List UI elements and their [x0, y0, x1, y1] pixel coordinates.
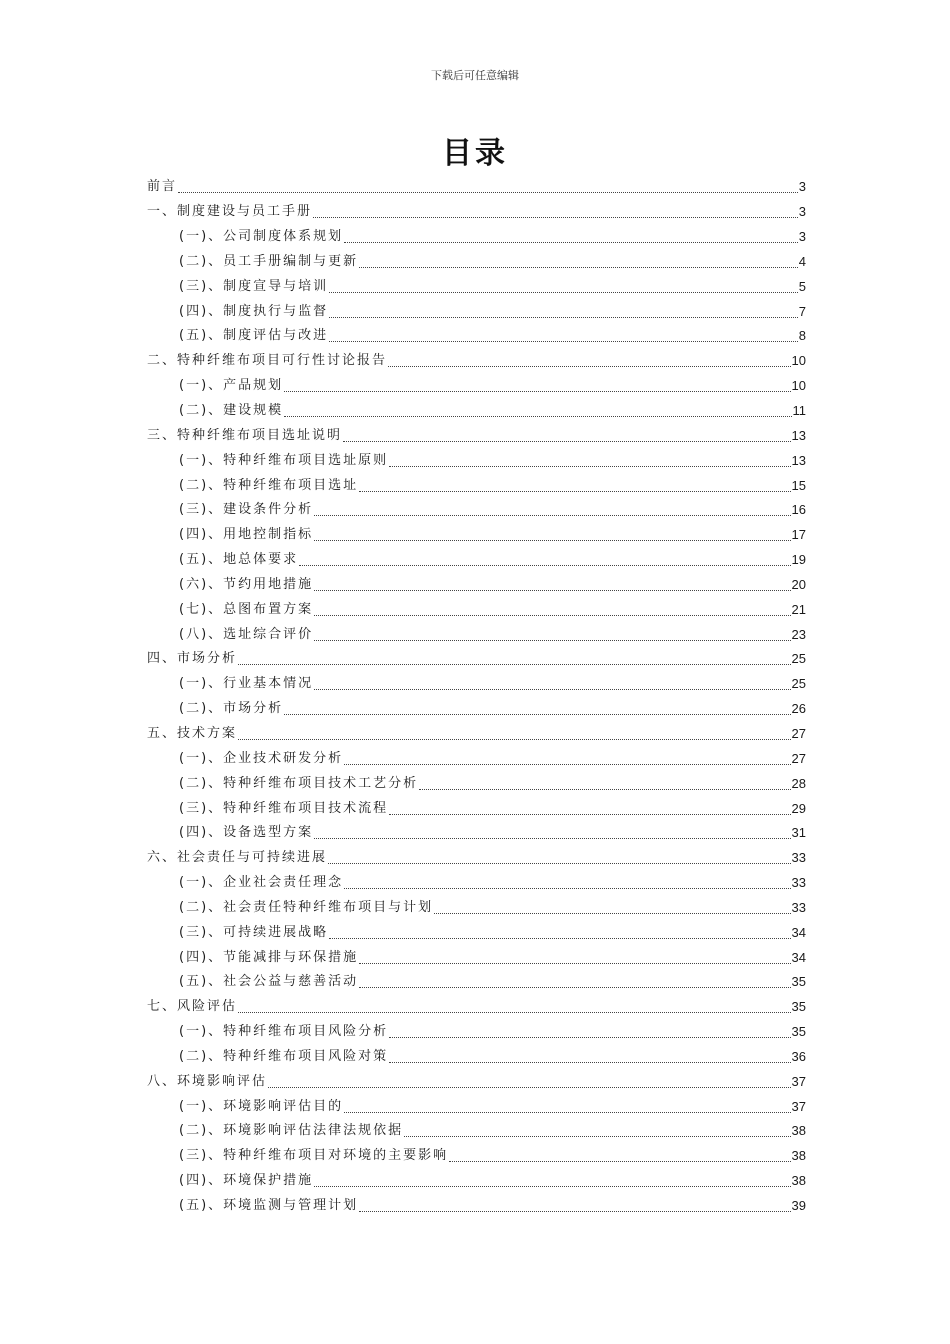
toc-title: 目录 — [442, 136, 508, 171]
toc-dot-leader — [329, 279, 798, 295]
toc-entry-page: 3 — [798, 179, 806, 195]
toc-entry-text: 六、社会责任与可持续进展 — [147, 850, 328, 866]
toc-entry-page: 3 — [798, 229, 806, 245]
toc-entry-page: 13 — [791, 452, 806, 468]
toc-entry-text: (一)、特种纤维布项目选址原则 — [179, 452, 389, 468]
toc-entry-page: 39 — [791, 1198, 806, 1214]
toc-entry[interactable] — [147, 274, 806, 299]
toc-dot-leader — [284, 701, 790, 717]
toc-entry-page: 37 — [791, 1098, 806, 1114]
toc-entry-text: 五、技术方案 — [147, 725, 238, 741]
toc-dot-leader — [344, 229, 798, 245]
toc-entry-page: 16 — [791, 502, 806, 518]
toc-entry[interactable] — [147, 349, 806, 374]
toc-entry-text: 前言 — [147, 179, 178, 195]
toc-entry-page: 34 — [791, 924, 806, 940]
toc-dot-leader — [344, 1099, 790, 1115]
toc-entry-page: 19 — [791, 552, 806, 568]
toc-dot-leader — [284, 378, 790, 394]
toc-entry-page: 23 — [791, 626, 806, 642]
toc-entry[interactable] — [147, 920, 806, 945]
toc-entry-page: 7 — [798, 303, 806, 319]
toc-dot-leader — [419, 776, 790, 792]
toc-dot-leader — [359, 1198, 790, 1214]
toc-entry[interactable] — [147, 573, 806, 598]
toc-entry-text: (五)、环境监测与管理计划 — [179, 1198, 359, 1214]
toc-entry-text: (二)、特种纤维布项目选址 — [179, 477, 359, 493]
toc-entry-page: 28 — [791, 775, 806, 791]
toc-entry-text: (三)、建设条件分析 — [179, 502, 314, 518]
toc-entry-text: (四)、用地控制指标 — [179, 527, 314, 543]
toc-entry[interactable] — [147, 672, 806, 697]
toc-entry-text: (四)、环境保护措施 — [179, 1173, 314, 1189]
toc-entry-page: 26 — [791, 701, 806, 717]
toc-entry-text: (一)、企业技术研发分析 — [179, 750, 344, 766]
toc-entry-text: (二)、市场分析 — [179, 701, 284, 717]
toc-entry[interactable] — [147, 1119, 806, 1144]
toc-entry[interactable] — [147, 746, 806, 771]
toc-entry[interactable] — [147, 1069, 806, 1094]
toc-entry[interactable] — [147, 647, 806, 672]
toc-entry-text: (四)、节能减排与环保措施 — [179, 949, 359, 965]
toc-entry-page: 10 — [791, 353, 806, 369]
toc-dot-leader — [178, 179, 798, 195]
toc-entry[interactable] — [147, 1194, 806, 1219]
toc-entry-text: (七)、总图布置方案 — [179, 601, 314, 617]
toc-dot-leader — [359, 254, 798, 270]
toc-dot-leader — [284, 403, 791, 419]
toc-entry[interactable] — [147, 399, 806, 424]
toc-entry-page: 34 — [791, 949, 806, 965]
toc-entry[interactable] — [147, 523, 806, 548]
toc-dot-leader — [389, 1024, 790, 1040]
toc-entry[interactable] — [147, 225, 806, 250]
toc-dot-leader — [314, 627, 790, 643]
toc-entry-page: 31 — [791, 825, 806, 841]
toc-entry[interactable] — [147, 895, 806, 920]
toc-entry-text: (二)、社会责任特种纤维布项目与计划 — [179, 899, 434, 915]
toc-entry[interactable] — [147, 970, 806, 995]
toc-entry-text: 三、特种纤维布项目选址说明 — [147, 427, 343, 443]
toc-entry[interactable] — [147, 1020, 806, 1045]
toc-entry-text: 四、市场分析 — [147, 651, 238, 667]
toc-entry[interactable] — [147, 498, 806, 523]
toc-entry-text: (五)、社会公益与慈善活动 — [179, 974, 359, 990]
toc-dot-leader — [328, 850, 791, 866]
toc-entry-page: 38 — [791, 1173, 806, 1189]
toc-dot-leader — [344, 751, 790, 767]
toc-entry-page: 13 — [791, 427, 806, 443]
toc-entry[interactable] — [147, 995, 806, 1020]
toc-entry-text: (一)、公司制度体系规划 — [179, 229, 344, 245]
toc-entry-text: (三)、可持续进展战略 — [179, 924, 329, 940]
toc-entry[interactable] — [147, 871, 806, 896]
toc-dot-leader — [314, 602, 790, 618]
toc-dot-leader — [388, 353, 791, 369]
toc-entry-page: 38 — [791, 1123, 806, 1139]
toc-entry[interactable] — [147, 1144, 806, 1169]
toc-entry[interactable] — [147, 250, 806, 275]
toc-entry[interactable] — [147, 821, 806, 846]
toc-entry[interactable] — [147, 846, 806, 871]
toc-dot-leader — [343, 428, 791, 444]
toc-entry[interactable] — [147, 374, 806, 399]
toc-entry-page: 29 — [791, 800, 806, 816]
toc-entry-text: (三)、制度宣导与培训 — [179, 278, 329, 294]
toc-entry-page: 4 — [798, 253, 806, 269]
toc-entry-text: (一)、企业社会责任理念 — [179, 875, 344, 891]
toc-dot-leader — [314, 676, 790, 692]
toc-entry-page: 10 — [791, 378, 806, 394]
toc-dot-leader — [389, 801, 790, 817]
toc-entry-text: 八、环境影响评估 — [147, 1073, 268, 1089]
toc-entry-text: (一)、特种纤维布项目风险分析 — [179, 1024, 389, 1040]
toc-entry[interactable] — [147, 423, 806, 448]
toc-entry-page: 37 — [791, 1073, 806, 1089]
toc-dot-leader — [268, 1074, 791, 1090]
toc-entry-page: 21 — [791, 601, 806, 617]
toc-dot-leader — [329, 304, 798, 320]
toc-dot-leader — [329, 925, 790, 941]
toc-entry-text: (二)、建设规模 — [179, 403, 284, 419]
toc-dot-leader — [449, 1148, 790, 1164]
toc-entry-page: 25 — [791, 651, 806, 667]
toc-dot-leader — [314, 577, 790, 593]
toc-entry[interactable] — [147, 722, 806, 747]
toc-entry-text: (二)、特种纤维布项目风险对策 — [179, 1048, 389, 1064]
toc-entry-text: (八)、选址综合评价 — [179, 626, 314, 642]
toc-dot-leader — [344, 875, 790, 891]
toc-dot-leader — [359, 974, 790, 990]
toc-entry-text: (五)、制度评估与改进 — [179, 328, 329, 344]
toc-entry-page: 25 — [791, 676, 806, 692]
toc-entry[interactable] — [147, 945, 806, 970]
toc-entry-text: 七、风险评估 — [147, 999, 238, 1015]
toc-entry[interactable] — [147, 473, 806, 498]
toc-dot-leader — [389, 1049, 790, 1065]
toc-entry[interactable] — [147, 796, 806, 821]
toc-dot-leader — [359, 478, 790, 494]
header-note: 下载后可任意编辑 — [431, 69, 519, 82]
toc-entry-page: 17 — [791, 527, 806, 543]
toc-dot-leader — [238, 651, 791, 667]
toc-entry[interactable] — [147, 200, 806, 225]
toc-entry-page: 36 — [791, 1048, 806, 1064]
toc-entry-page: 5 — [798, 278, 806, 294]
toc-dot-leader — [434, 900, 790, 916]
toc-entry-page: 33 — [791, 850, 806, 866]
toc-entry-page: 35 — [791, 999, 806, 1015]
toc-entry[interactable] — [147, 1094, 806, 1119]
toc-entry[interactable] — [147, 548, 806, 573]
toc-dot-leader — [359, 950, 790, 966]
toc-entry[interactable] — [147, 299, 806, 324]
toc-entry-text: (四)、制度执行与监督 — [179, 303, 329, 319]
toc-entry-page: 35 — [791, 1024, 806, 1040]
table-of-contents — [147, 175, 806, 1218]
toc-entry-page: 27 — [791, 750, 806, 766]
toc-entry-text: (五)、地总体要求 — [179, 552, 299, 568]
toc-entry-page: 27 — [791, 725, 806, 741]
toc-dot-leader — [314, 825, 790, 841]
toc-entry-page: 38 — [791, 1148, 806, 1164]
toc-entry[interactable] — [147, 622, 806, 647]
toc-dot-leader — [238, 999, 791, 1015]
toc-entry[interactable] — [147, 771, 806, 796]
toc-entry-text: (一)、产品规划 — [179, 378, 284, 394]
toc-entry[interactable] — [147, 1045, 806, 1070]
toc-entry-text: 二、特种纤维布项目可行性讨论报告 — [147, 353, 388, 369]
toc-dot-leader — [314, 502, 790, 518]
toc-dot-leader — [313, 204, 798, 220]
toc-entry-page: 33 — [791, 875, 806, 891]
toc-entry[interactable] — [147, 175, 806, 200]
toc-entry-text: (二)、环境影响评估法律法规依据 — [179, 1123, 404, 1139]
toc-entry-page: 15 — [791, 477, 806, 493]
toc-dot-leader — [238, 726, 791, 742]
toc-dot-leader — [404, 1123, 790, 1139]
toc-entry-page: 20 — [791, 576, 806, 592]
toc-entry-text: (三)、特种纤维布项目对环境的主要影响 — [179, 1148, 449, 1164]
toc-dot-leader — [329, 328, 798, 344]
toc-entry[interactable] — [147, 697, 806, 722]
toc-entry-page: 8 — [798, 328, 806, 344]
toc-dot-leader — [389, 453, 790, 469]
toc-entry-text: (三)、特种纤维布项目技术流程 — [179, 800, 389, 816]
toc-dot-leader — [314, 1173, 790, 1189]
toc-entry-text: 一、制度建设与员工手册 — [147, 204, 313, 220]
toc-entry-text: (六)、节约用地措施 — [179, 576, 314, 592]
toc-dot-leader — [314, 527, 790, 543]
toc-entry-page: 3 — [798, 204, 806, 220]
toc-entry-text: (二)、特种纤维布项目技术工艺分析 — [179, 775, 419, 791]
toc-entry-page: 11 — [792, 403, 806, 419]
toc-entry-text: (一)、行业基本情况 — [179, 676, 314, 692]
toc-entry[interactable] — [147, 597, 806, 622]
toc-entry[interactable] — [147, 1169, 806, 1194]
toc-entry-text: (四)、设备选型方案 — [179, 825, 314, 841]
toc-entry[interactable] — [147, 448, 806, 473]
toc-entry-text: (一)、环境影响评估目的 — [179, 1098, 344, 1114]
toc-entry-page: 35 — [791, 974, 806, 990]
toc-entry[interactable] — [147, 324, 806, 349]
toc-dot-leader — [299, 552, 790, 568]
toc-entry-text: (二)、员工手册编制与更新 — [179, 253, 359, 269]
toc-entry-page: 33 — [791, 899, 806, 915]
